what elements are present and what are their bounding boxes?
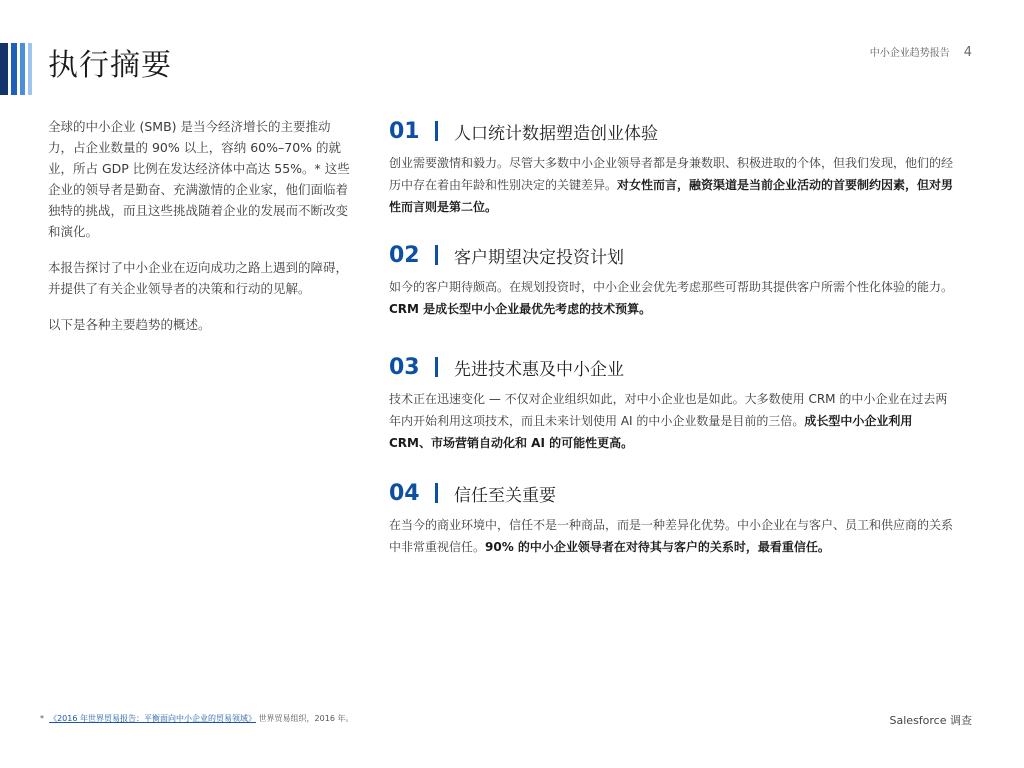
section-divider <box>435 357 438 377</box>
section-highlight: 90% 的中小企业领导者在对待其与客户的关系时，最看重信任。 <box>485 540 830 554</box>
section-divider <box>435 483 438 503</box>
section-title: 信任至关重要 <box>454 485 556 506</box>
section-heading <box>389 352 955 382</box>
intro-paragraph: 以下是各种主要趋势的概述。 <box>48 317 211 332</box>
trend-section <box>389 240 955 320</box>
section-highlight: CRM 是成长型中小企业最优先考虑的技术预算。 <box>389 302 652 316</box>
footnote <box>40 713 353 724</box>
section-title: 人口统计数据塑造创业体验 <box>454 123 658 144</box>
footnote-source-link[interactable]: 《2016 年世界贸易报告：平衡面向中小企业的贸易领域》 <box>49 714 256 723</box>
footnote-marker: * <box>40 714 44 723</box>
section-title: 先进技术惠及中小企业 <box>454 359 624 380</box>
trend-section <box>389 116 955 218</box>
section-body: 创业需要激情和毅力。尽管大多数中小企业领导者都是身兼数职、积极进取的个体，但我们发现，他们的经历中存在着由年龄和性别决定的关键差异。对女性而言，融资渠道是当前企业活动的首要制约因素，但对男性而言则是第二位。 <box>389 156 954 214</box>
section-highlight: 成长型中小企业利用 CRM、市场营销自动化和 AI 的可能性更高。 <box>389 414 913 450</box>
section-number: 02 <box>389 242 420 268</box>
intro-column <box>48 116 350 350</box>
accent-bar <box>11 43 17 95</box>
section-divider <box>435 245 438 265</box>
page-number: 4 <box>963 45 972 60</box>
section-heading <box>389 240 955 270</box>
intro-paragraph: 本报告探讨了中小企业在迈向成功之路上遇到的障碍，并提供了有关企业领导者的决策和行动的见解。 <box>48 260 349 296</box>
accent-bar <box>0 43 8 95</box>
intro-paragraph: 全球的中小企业 (SMB) 是当今经济增长的主要推动力，占企业数量的 90% 以上，容纳 60%–70% 的就业，所占 GDP 比例在发达经济体中高达 55%。* 这些企业的领导者是勤奋、充满激情的企业家，他们面临着独特的挑战，而且这些挑战随着企业的发展而不断改变和演化。 <box>48 119 350 239</box>
trend-section <box>389 478 955 558</box>
accent-bar <box>20 43 25 95</box>
section-body: 技术正在迅速变化 — 不仅对企业组织如此，对中小企业也是如此。大多数使用 CRM 的中小企业在过去两年内开始利用这项技术，而且未来计划使用 AI 的中小企业数量是目前的三倍。成长型中小企业利用 CRM、市场营销自动化和 AI 的可能性更高。 <box>389 392 948 450</box>
page-title: 执行摘要 <box>48 48 172 83</box>
section-divider <box>435 121 438 141</box>
running-header <box>870 44 972 60</box>
section-body: 如今的客户期待颇高。在规划投资时，中小企业会优先考虑那些可帮助其提供客户所需个性化体验的能力。CRM 是成长型中小企业最优先考虑的技术预算。 <box>389 280 954 316</box>
report-name: 中小企业趋势报告 <box>869 48 950 59</box>
footnote-source: 世界贸易组织，2016 年。 <box>258 714 354 723</box>
section-number: 03 <box>389 354 420 380</box>
footer-brand: Salesforce 调查 <box>889 714 972 727</box>
trend-section <box>389 352 955 454</box>
section-number: 01 <box>389 118 420 144</box>
section-heading <box>389 478 955 508</box>
section-heading <box>389 116 955 146</box>
header-accent-bars <box>0 43 38 95</box>
section-body: 在当今的商业环境中，信任不是一种商品，而是一种差异化优势。中小企业在与客户、员工和供应商的关系中非常重视信任。90% 的中小企业领导者在对待其与客户的关系时，最看重信任。 <box>389 518 954 554</box>
section-highlight: 对女性而言，融资渠道是当前企业活动的首要制约因素，但对男性而言则是第二位。 <box>389 178 954 214</box>
accent-bar <box>28 43 32 95</box>
section-number: 04 <box>389 480 420 506</box>
section-title: 客户期望决定投资计划 <box>454 247 624 268</box>
